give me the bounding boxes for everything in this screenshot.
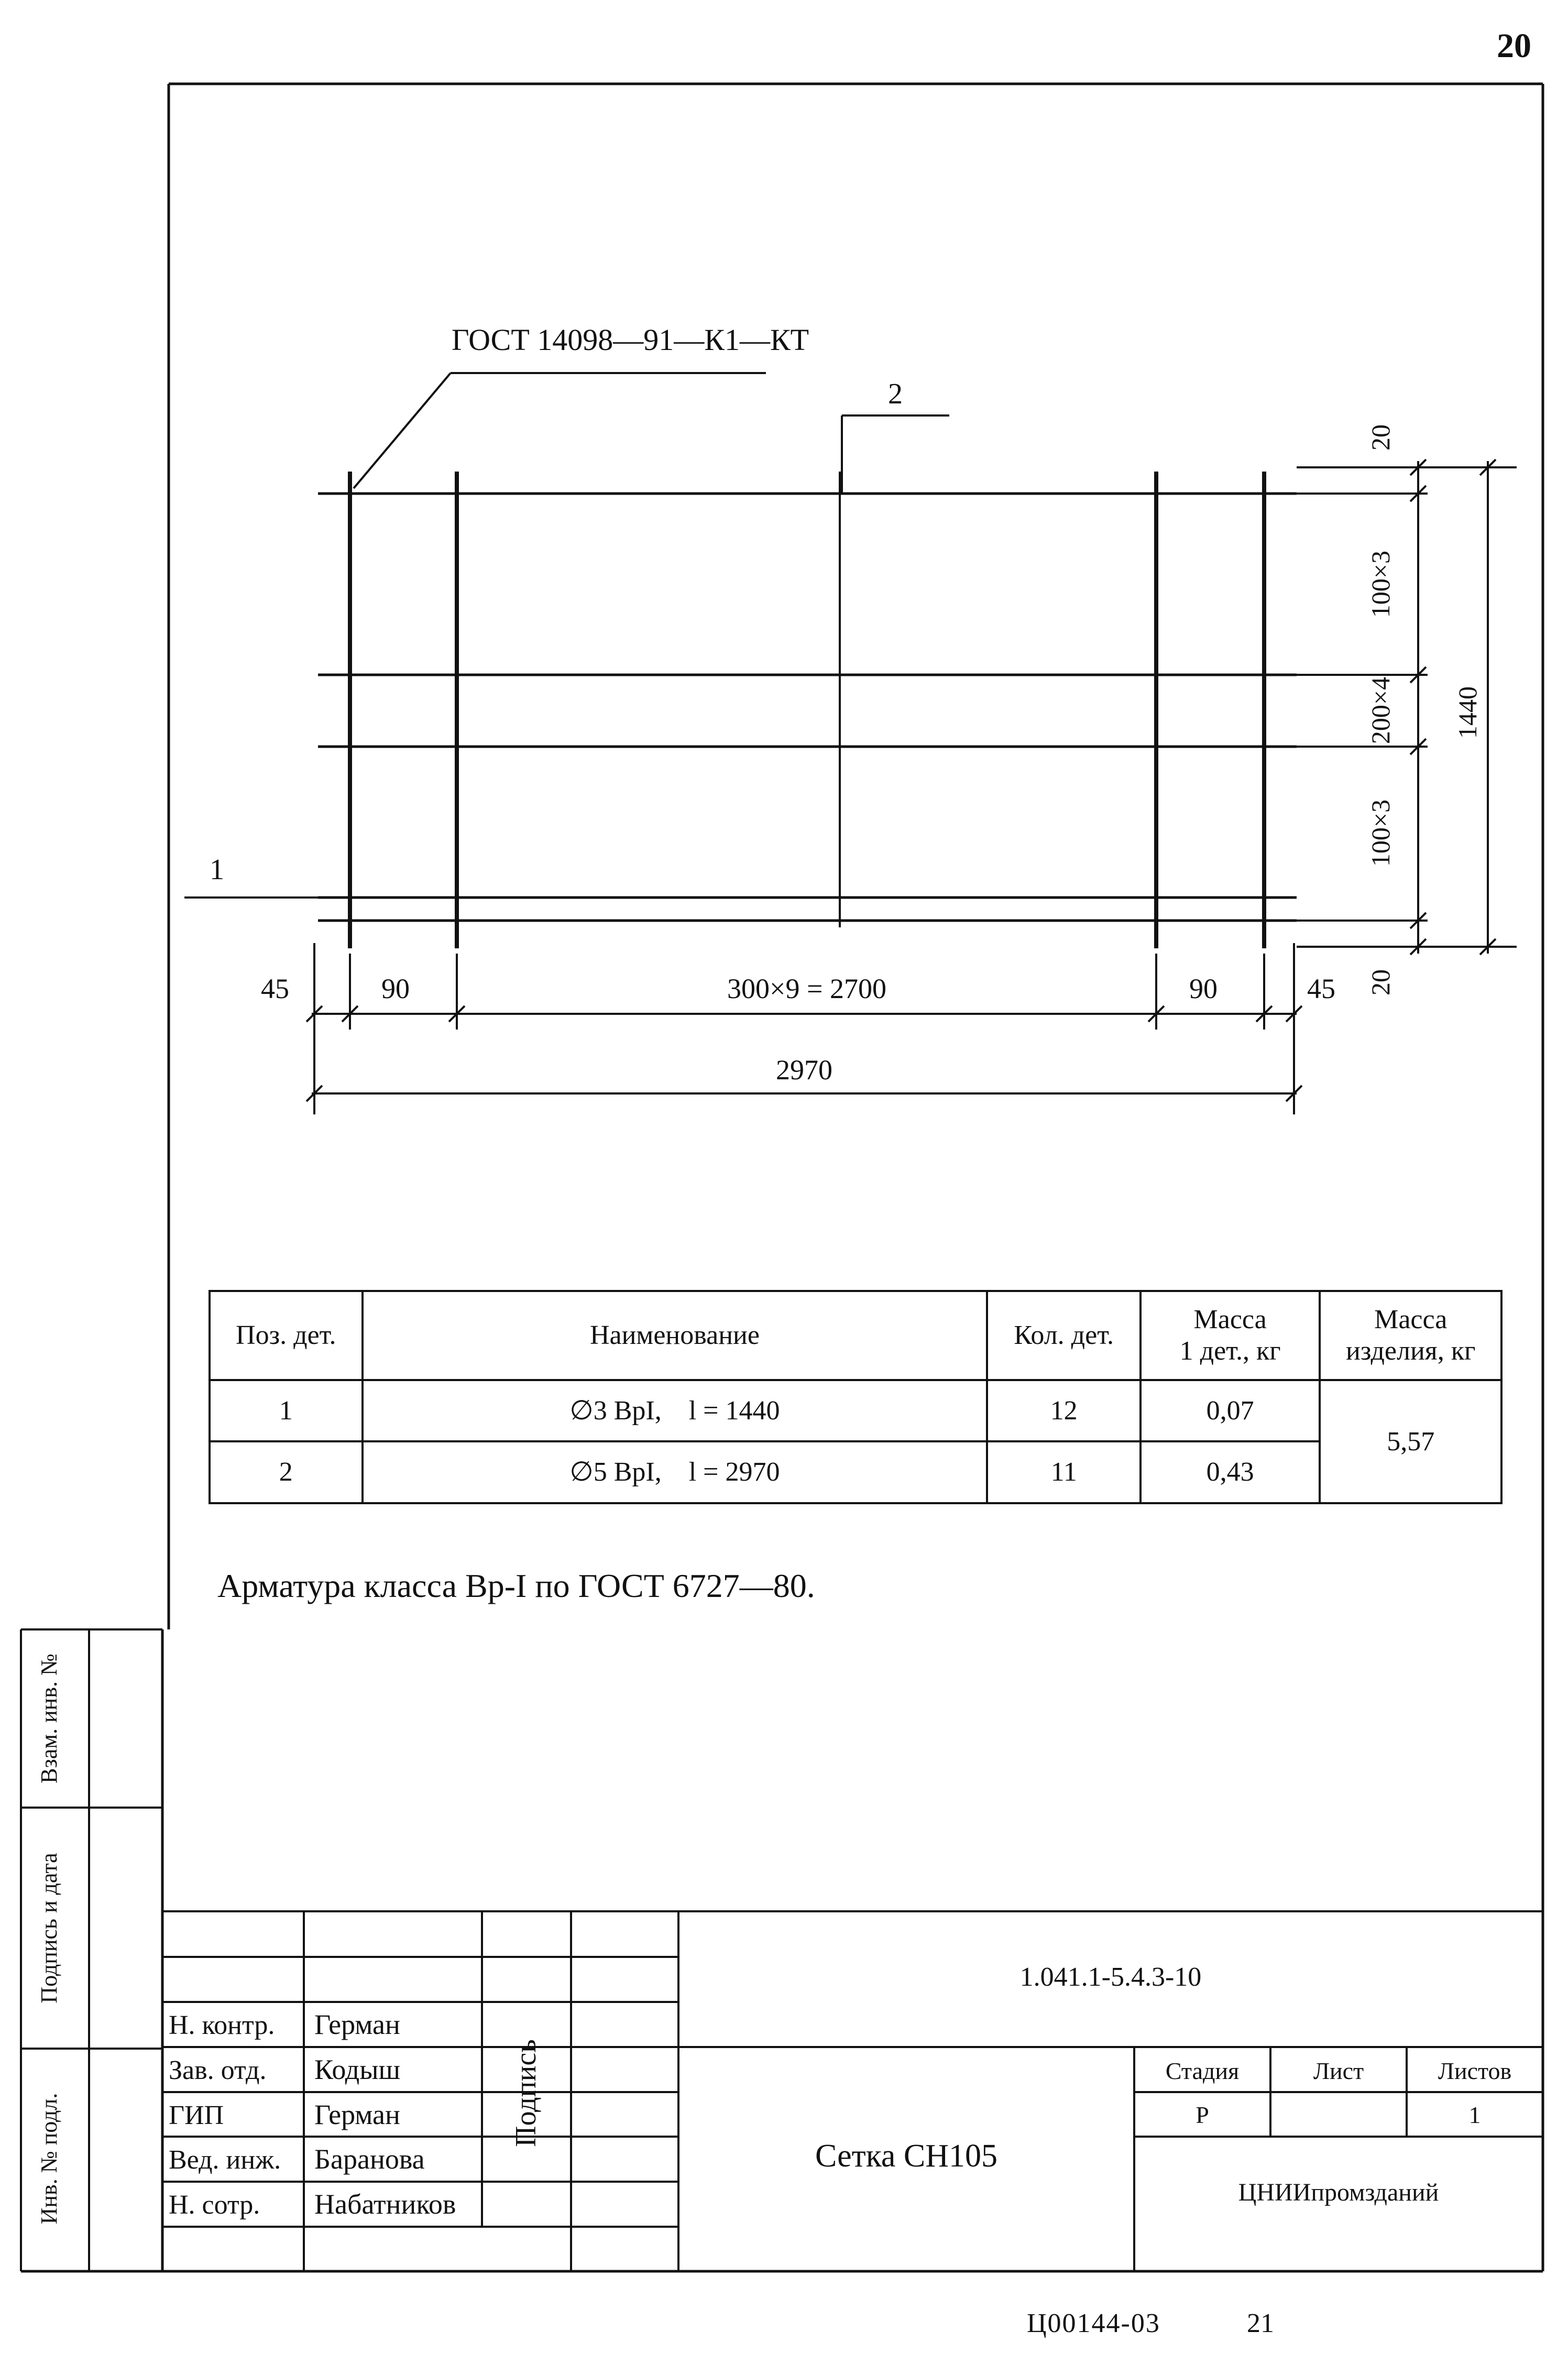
- dim-vertical: [1297, 459, 1517, 955]
- header-mass-total-line2: изделия, кг: [1346, 1336, 1476, 1366]
- dim-right-90: 90: [1189, 973, 1218, 1004]
- spec-header-row: [210, 1291, 1501, 1380]
- row2-pos: 2: [210, 1441, 363, 1503]
- dim-bottom-100x3: 100×3: [1366, 799, 1395, 867]
- table-row: [210, 1380, 1501, 1441]
- page-number: 20: [1497, 27, 1531, 65]
- name-german-1: Герман: [314, 2009, 400, 2040]
- stage-label: Стадия: [1165, 2057, 1240, 2084]
- name-german-2: Герман: [314, 2099, 400, 2130]
- role-gip: ГИП: [169, 2100, 224, 2130]
- row1-mass: 0,07: [1141, 1380, 1320, 1441]
- dim-mid-200x4: 200×4: [1366, 676, 1395, 745]
- doc-code: 1.041.1-5.4.3-10: [1019, 1962, 1202, 1992]
- dim-bottom-20: 20: [1366, 969, 1395, 995]
- reinforcement-note: Арматура класса Вр-I по ГОСТ 6727—80.: [217, 1567, 815, 1604]
- name-kodysh: Кодыш: [314, 2054, 401, 2085]
- row2-name: ∅5 ВрI, l = 2970: [363, 1441, 988, 1503]
- dim-top-100x3: 100×3: [1366, 550, 1395, 618]
- name-nabatnikov: Набатников: [314, 2188, 456, 2220]
- header-mass-total-line1: Масса: [1374, 1305, 1448, 1335]
- callout-pos1: 1: [210, 853, 224, 886]
- mesh-drawing: [184, 323, 1517, 1114]
- sheets-value: 1: [1468, 2102, 1481, 2128]
- dim-horizontal: [306, 943, 1302, 1114]
- header-name: Наименование: [363, 1291, 988, 1380]
- callout-pos2: 2: [888, 378, 903, 410]
- header-pos: Поз. дет.: [210, 1291, 363, 1380]
- weld-callout: ГОСТ 14098—91—К1—КТ: [452, 323, 809, 357]
- spec-table: [209, 1290, 1503, 1504]
- role-n-sotr: Н. сотр.: [169, 2190, 260, 2220]
- side-label-inv-podl: Инв. № подл.: [36, 2093, 62, 2225]
- role-n-kontr: Н. контр.: [169, 2010, 275, 2040]
- signature-label: Подпись: [510, 2039, 542, 2147]
- header-mass1-line2: 1 дет., кг: [1179, 1336, 1281, 1366]
- sheets-label: Листов: [1438, 2057, 1512, 2084]
- dim-top-20: 20: [1366, 424, 1395, 451]
- dim-left-end: 45: [261, 973, 289, 1004]
- name-baranova: Баранова: [314, 2143, 425, 2175]
- footer-sheet: 21: [1247, 2308, 1274, 2338]
- sheet-frame: [21, 84, 1543, 2271]
- row2-mass: 0,43: [1141, 1441, 1320, 1503]
- role-zav-otd: Зав. отд.: [169, 2055, 267, 2085]
- row2-qty: 11: [987, 1441, 1140, 1503]
- sheet-label: Лист: [1313, 2057, 1364, 2084]
- side-label-inv-vzam: Взам. инв. №: [36, 1654, 62, 1783]
- organization: ЦНИИпромзданий: [1238, 2179, 1439, 2206]
- drawing-title: Сетка СН105: [815, 2138, 998, 2174]
- role-ved-inzh: Вед. инж.: [169, 2145, 281, 2175]
- header-qty: Кол. дет.: [987, 1291, 1140, 1380]
- header-mass1: [1141, 1291, 1320, 1380]
- row1-name: ∅3 ВрI, l = 1440: [363, 1380, 988, 1441]
- dim-total-height: 1440: [1453, 686, 1482, 739]
- footer-code: Ц00144-03: [1027, 2308, 1160, 2338]
- header-mass1-line1: Масса: [1193, 1305, 1267, 1335]
- dim-right-end: 45: [1307, 973, 1335, 1004]
- row1-pos: 1: [210, 1380, 363, 1441]
- stage-value: Р: [1196, 2102, 1209, 2128]
- table-row: [210, 1441, 1501, 1503]
- row1-qty: 12: [987, 1380, 1140, 1441]
- dim-left-90: 90: [381, 973, 410, 1004]
- dim-middle: 300×9 = 2700: [727, 973, 886, 1004]
- header-mass-total: [1320, 1291, 1501, 1380]
- side-label-sign-date: Подпись и дата: [36, 1853, 62, 2004]
- dim-total-width: 2970: [776, 1054, 832, 1086]
- mass-total: 5,57: [1320, 1380, 1501, 1503]
